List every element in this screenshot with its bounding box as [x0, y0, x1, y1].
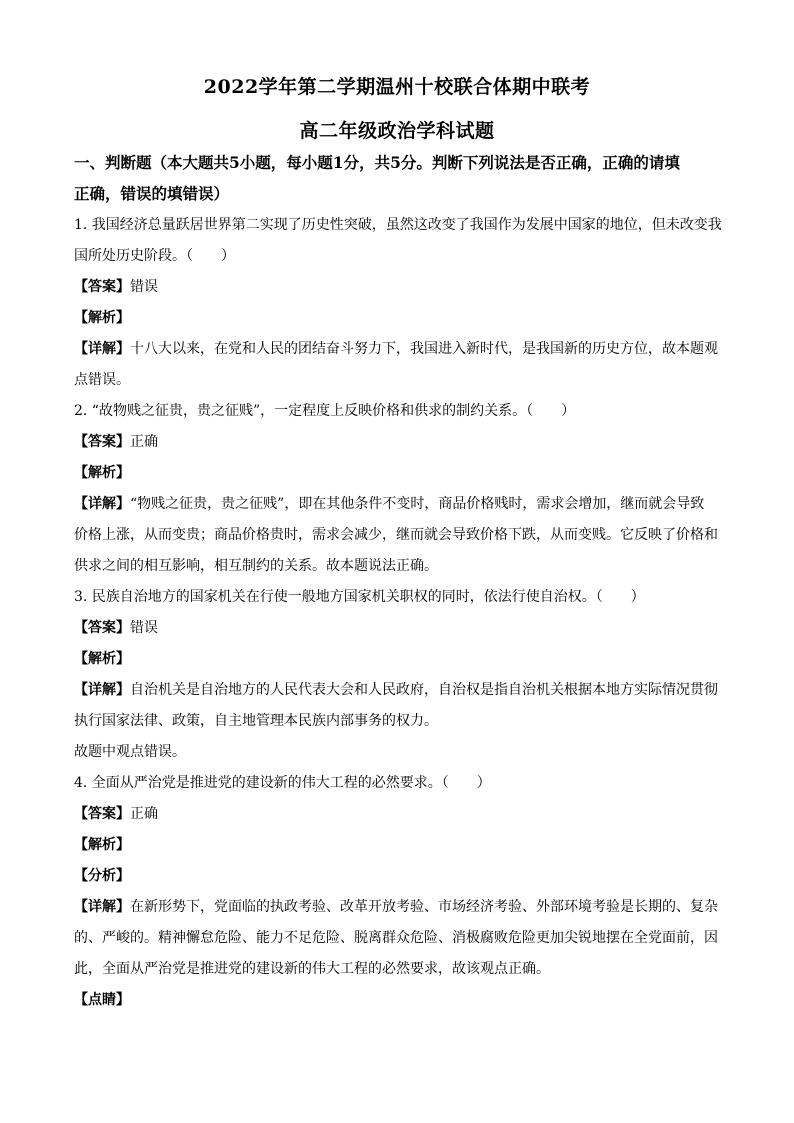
analysis-label: 【解析】: [74, 651, 130, 667]
answer-label: 【答案】: [74, 620, 130, 636]
question-3-answer: [74, 613, 724, 644]
question-3-detail-line1: [74, 675, 724, 706]
answer-label: 【答案】: [74, 434, 130, 450]
answer-value: 正确: [130, 806, 158, 822]
fenxi-label: 【分析】: [74, 868, 130, 884]
exam-subtitle: 高二年级政治学科试题: [299, 120, 495, 142]
section-heading-line1: 一、判断题（本大题共5小题，每小题1分，共5分。判断下列说法是否正确，正确的请填: [74, 153, 680, 172]
dianjing-label: 【点睛】: [74, 992, 130, 1008]
question-3-detail-line2: 执行国家法律、政策，自主地管理本民族内部事务的权力。: [74, 713, 438, 729]
answer-label: 【答案】: [74, 806, 130, 822]
question-1-analysis: [74, 303, 724, 334]
section-heading: [74, 147, 724, 209]
question-2-detail-line1: [74, 489, 724, 520]
question-4-detail-line2: 的、严峻的。精神懈怠危险、能力不足危险、脱离群众危险、消极腐败危险更加尖锐地摆在全党面前，因: [74, 930, 718, 946]
detail-label: 【详解】: [74, 341, 130, 357]
detail-text: “物贱之征贵，贵之征贱”，即在其他条件不变时，商品价格贱时，需求会增加，继而就会导致: [130, 496, 705, 512]
analysis-label: 【解析】: [74, 837, 130, 853]
analysis-label: 【解析】: [74, 465, 130, 481]
answer-value: 正确: [130, 434, 158, 450]
question-2-answer: [74, 427, 724, 458]
question-1-stem-line1: 1. 我国经济总量跃居世界第二实现了历史性突破，虽然这改变了我国作为发展中国家的地位，但未改变我: [74, 217, 722, 233]
exam-title: 2022学年第二学期温州十校联合体期中联考: [203, 76, 591, 98]
question-2-stem-line1: 2. “故物贱之征贵，贵之征贱”，一定程度上反映价格和供求的制约关系。（ ）: [74, 403, 576, 419]
question-3-detail-line3: 故题中观点错误。: [74, 744, 186, 760]
detail-text: 自治机关是自治地方的人民代表大会和人民政府，自治权是指自治机关根据本地方实际情况贯彻: [130, 682, 718, 698]
question-3-analysis: [74, 644, 724, 675]
question-4-dianjing: [74, 985, 724, 1016]
section-heading-line2: 正确，错误的填错误）: [74, 184, 230, 203]
answer-value: 错误: [130, 620, 158, 636]
answer-value: 错误: [130, 279, 158, 295]
question-1-answer: [74, 272, 724, 303]
question-4-fenxi: [74, 861, 724, 892]
question-4-detail-line3: 此，全面从严治党是推进党的建设新的伟大工程的必然要求，故该观点正确。: [74, 961, 550, 977]
question-4-analysis: [74, 830, 724, 861]
answer-label: 【答案】: [74, 279, 130, 295]
detail-label: 【详解】: [74, 496, 130, 512]
detail-text: 十八大以来，在党和人民的团结奋斗努力下，我国进入新时代，是我国新的历史方位，故本题观: [130, 341, 718, 357]
question-2-analysis: [74, 458, 724, 489]
analysis-label: 【解析】: [74, 310, 130, 326]
detail-label: 【详解】: [74, 682, 130, 698]
detail-label: 【详解】: [74, 899, 130, 915]
question-3-stem-line1: 3. 民族自治地方的国家机关在行使一般地方国家机关职权的同时，依法行使自治权。（ ）: [74, 589, 645, 605]
question-4-answer: [74, 799, 724, 830]
question-4-detail-line1: [74, 892, 724, 923]
question-2-detail-line3: 供求之间的相互影响，相互制约的关系。故本题说法正确。: [74, 558, 438, 574]
question-4-stem-line1: 4. 全面从严治党是推进党的建设新的伟大工程的必然要求。（ ）: [74, 775, 491, 791]
question-1-stem-line2: 国所处历史阶段。（ ）: [74, 248, 235, 264]
question-1-detail-line2: 点错误。: [74, 372, 130, 388]
question-1-detail-line1: [74, 334, 724, 365]
question-list: [74, 210, 724, 1016]
question-2-detail-line2: 价格上涨，从而变贵；商品价格贵时，需求会减少，继而就会导致价格下跌，从而变贱。它反映了价格和: [74, 527, 718, 543]
detail-text: 在新形势下，党面临的执政考验、改革开放考验、市场经济考验、外部环境考验是长期的、复杂: [130, 899, 718, 915]
